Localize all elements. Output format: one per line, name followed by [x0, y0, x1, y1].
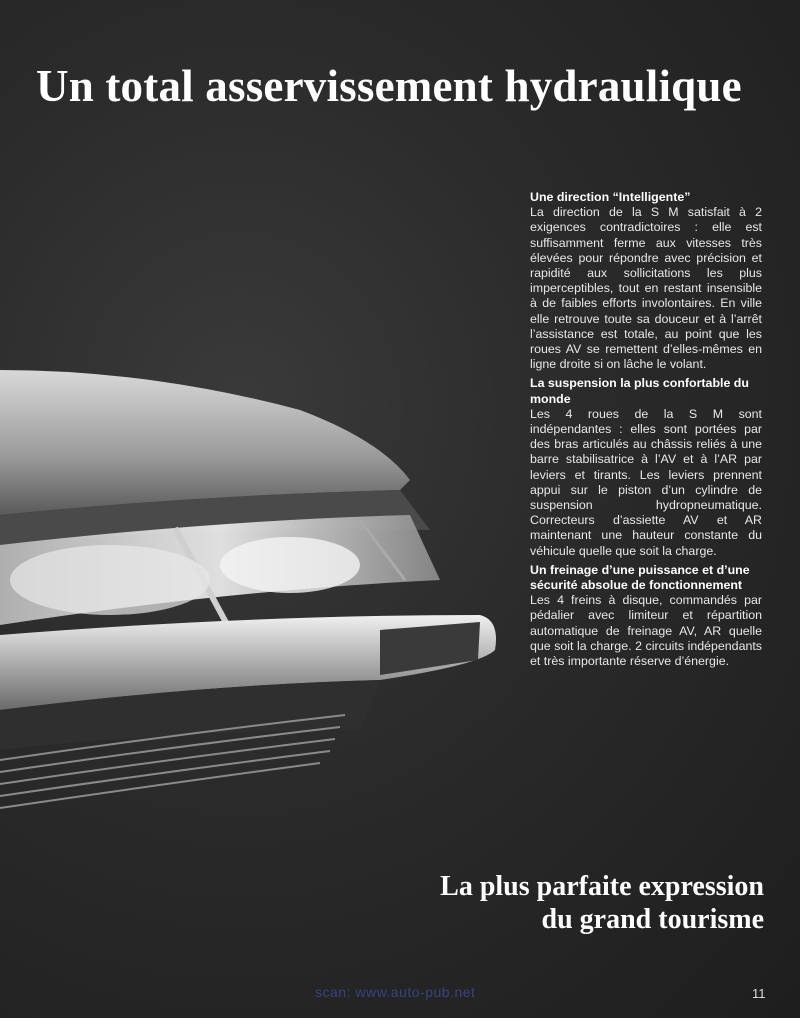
text-column	[530, 190, 762, 673]
tagline	[344, 870, 764, 936]
tagline-line: du grand tourisme	[541, 904, 764, 935]
section-heading: Une direction “Intelligente”	[530, 190, 691, 204]
section-freinage	[530, 563, 762, 669]
section-direction	[530, 190, 762, 372]
scan-credit: scan: www.auto-pub.net	[315, 984, 476, 1000]
page-number: 11	[752, 986, 766, 1001]
section-body: La direction de la S M satisfait à 2 exigences contradictoires : elle est suffisamment ferme aux vitesses très élevées pour répondre avec précision et rapidité aux sollicitations les plus imperceptibles, tout en restant insensible à de faibles efforts involontaires. En ville elle retrouve toute sa douceur et à l’arrêt l’assistance est totale, au point que les roues AV se remettent d’elles-mêmes en ligne droite si on lâche le volant.	[530, 205, 762, 372]
section-body: Les 4 roues de la S M sont indépendantes : elles sont portées par des bras articulés au châssis reliés à une barre stabilisatrice à l’AV et à l’AR par leviers et tirants. Les leviers prennent appui sur le piston d’un cylindre de suspension hydropneumatique. Correcteurs d’assiette AV et AR maintenant une hauteur constante du véhicule quelle que soit la charge.	[530, 406, 762, 558]
section-suspension	[530, 376, 762, 558]
car-front-photo	[0, 330, 510, 850]
tagline-line: La plus parfaite expression	[440, 871, 764, 902]
section-body: Les 4 freins à disque, commandés par pédalier avec limiteur et répartition automatique de freinage AV, AR quelle que soit la charge. 2 circuits indépendants et très importante réserve d’énergie.	[530, 593, 762, 669]
section-heading: La suspension la plus confortable du monde	[530, 376, 749, 406]
page-title: Un total asservissement hydraulique	[36, 61, 742, 111]
section-heading: Un freinage d’une puissance et d’une sécurité absolue de fonctionnement	[530, 562, 750, 593]
